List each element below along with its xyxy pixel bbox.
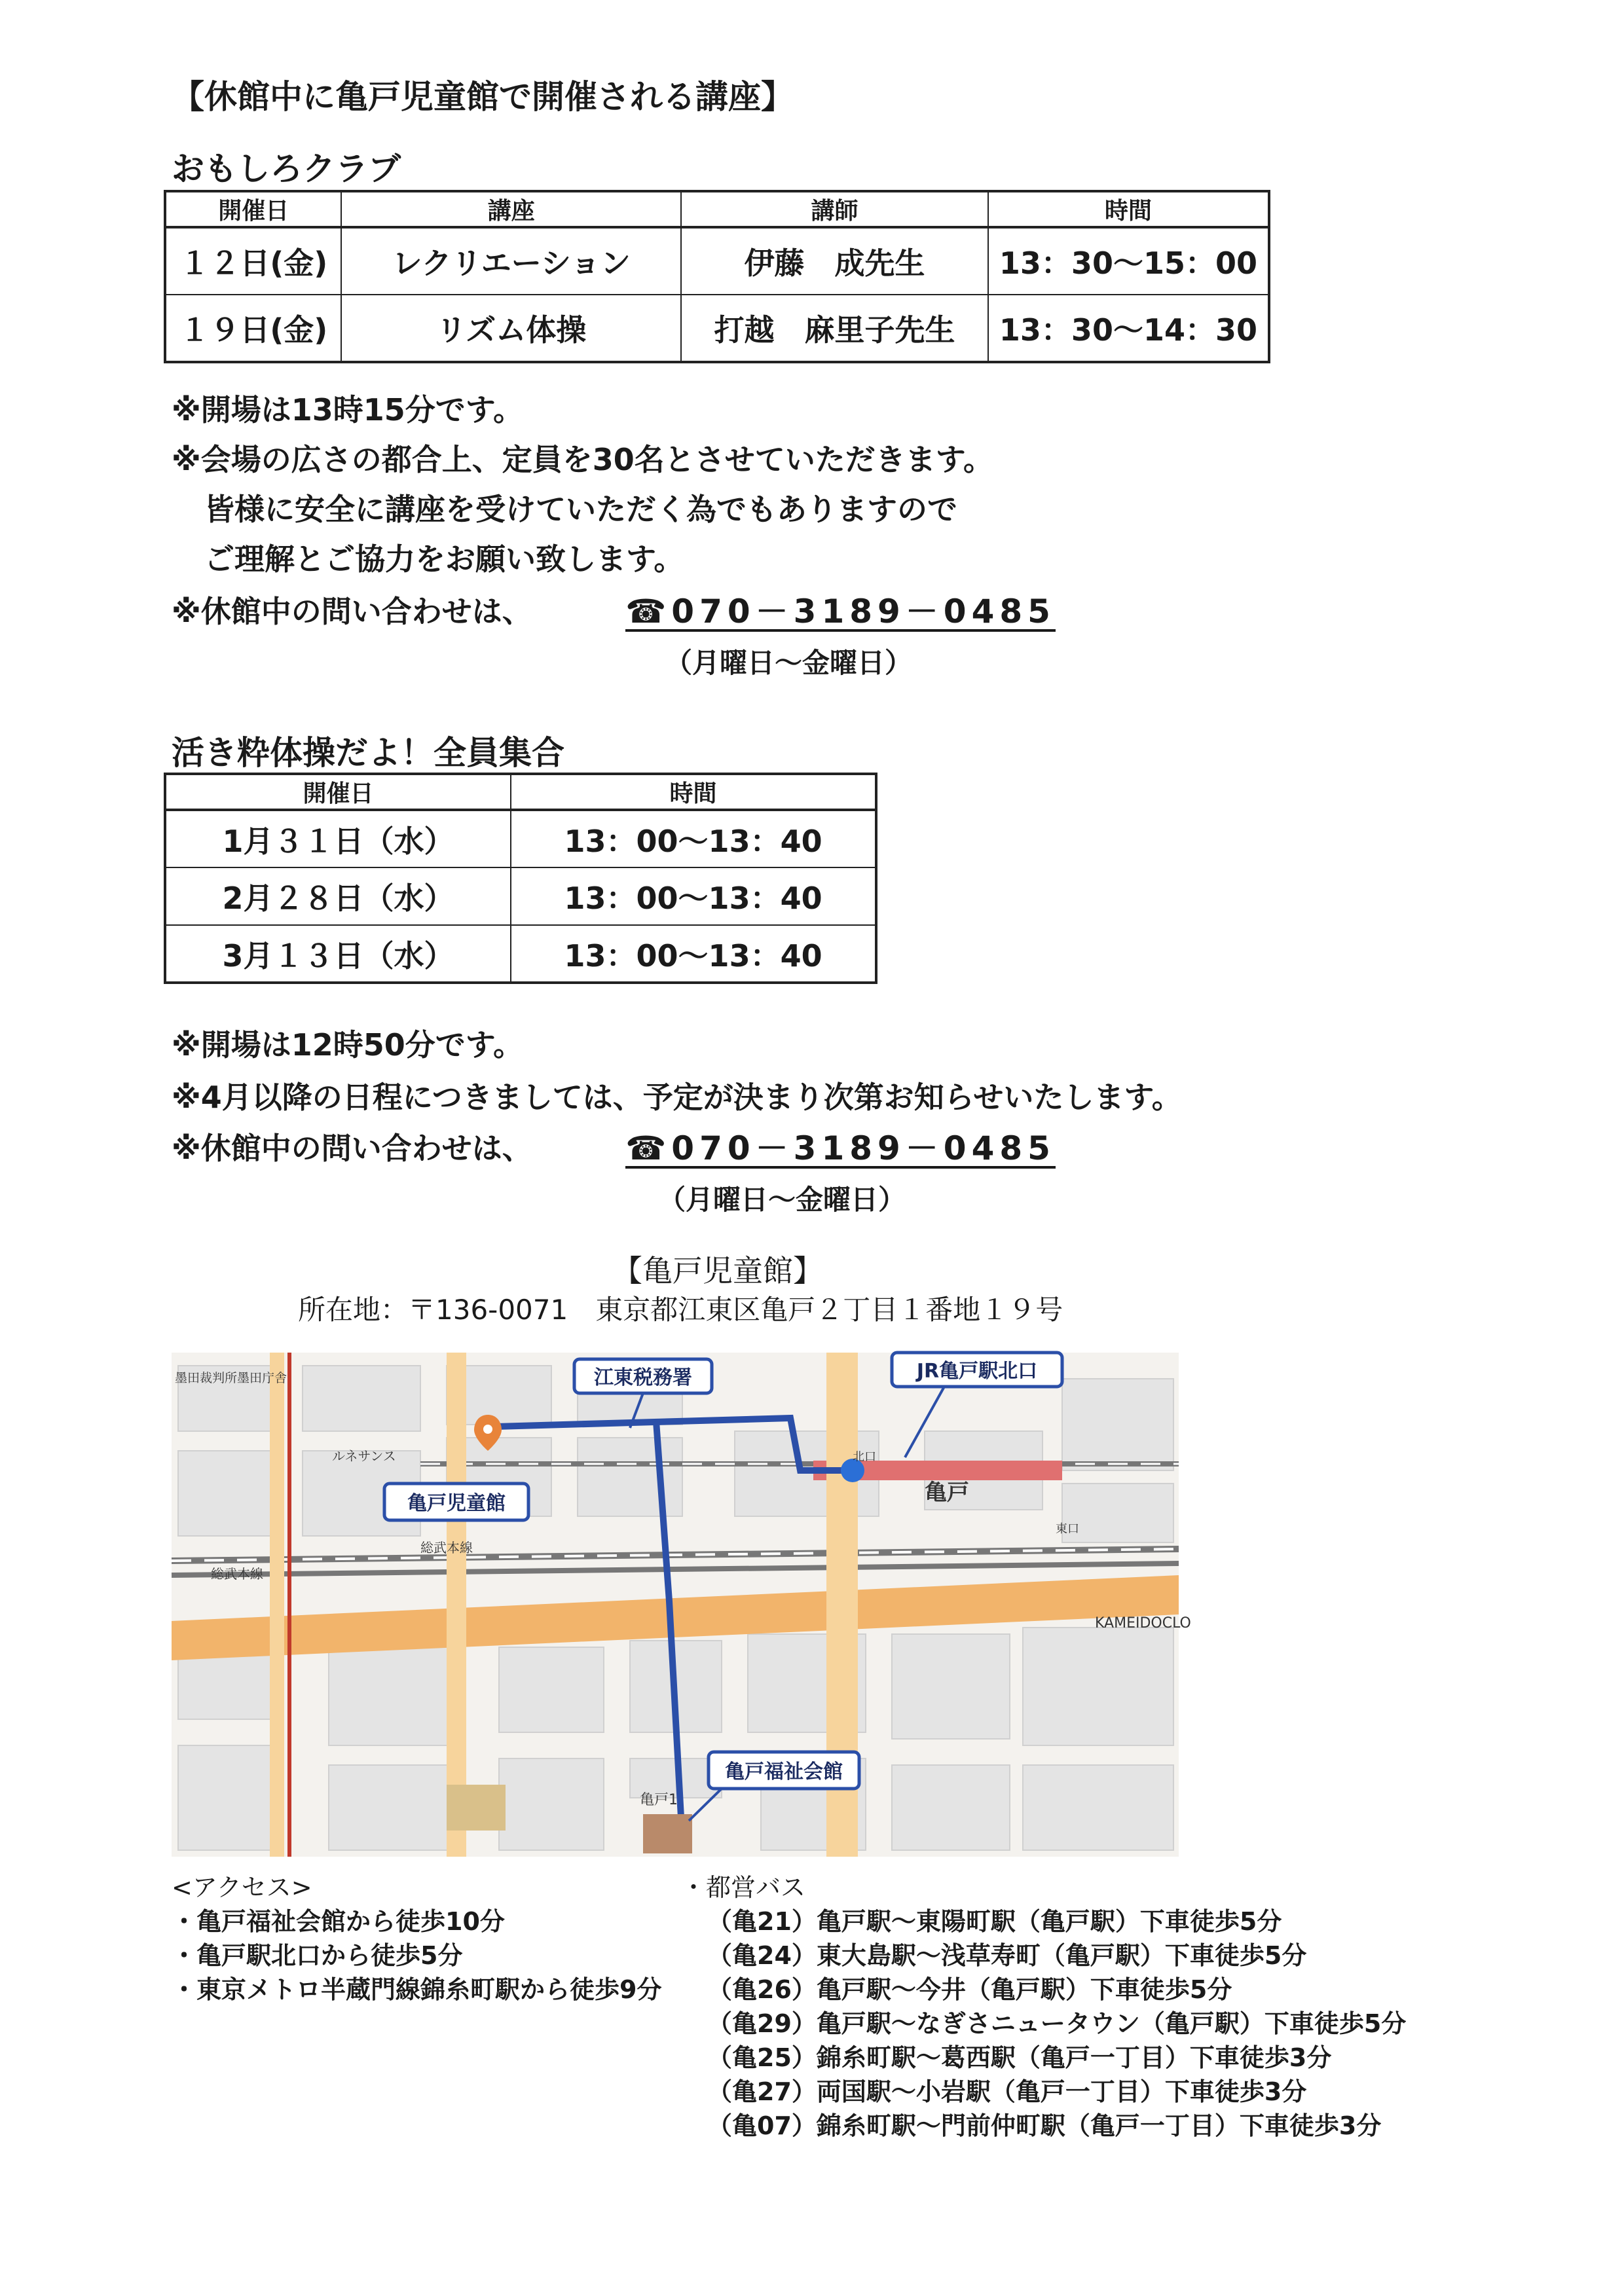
note-line: ※会場の広さの都合上、定員を30名とさせていただきます。 (172, 442, 994, 477)
date-cell: 2月２８日（水） (165, 867, 511, 925)
course-cell: レクリエーション (341, 227, 681, 295)
contact-hours: （月曜日～金曜日） (665, 647, 913, 679)
course-cell: リズム体操 (341, 295, 681, 362)
column-header: 時間 (988, 191, 1269, 227)
time-cell: 13：30～14：30 (988, 295, 1269, 362)
column-header: 開催日 (165, 191, 341, 227)
bus-route: （亀25）錦糸町駅～葛西駅（亀戸一丁目）下車徒歩3分 (707, 2043, 1332, 2072)
contact-label: ※休館中の問い合わせは、 (172, 594, 532, 629)
time-cell: 13：00～13：40 (511, 810, 876, 867)
date-cell: 1月３１日（水） (165, 810, 511, 867)
note-line: ※開場は12時50分です。 (172, 1027, 524, 1063)
access-item: ・東京メトロ半蔵門線錦糸町駅から徒歩9分 (172, 1975, 662, 2004)
svg-text:亀戸1: 亀戸1 (640, 1792, 678, 1808)
callout-jr-north-exit (892, 1353, 1062, 1387)
column-header: 時間 (511, 774, 876, 810)
access-item: ・亀戸駅北口から徒歩5分 (172, 1941, 463, 1970)
svg-text:ルネサンス: ルネサンス (332, 1448, 396, 1464)
note-line: ※開場は13時15分です。 (172, 392, 524, 428)
svg-text:亀戸: 亀戸 (925, 1480, 969, 1506)
column-header: 講師 (681, 191, 988, 227)
bus-route: （亀24）東大島駅～浅草寿町（亀戸駅）下車徒歩5分 (707, 1941, 1307, 1970)
svg-text:北口: 北口 (853, 1450, 876, 1464)
bus-route: （亀07）錦糸町駅～門前仲町駅（亀戸一丁目）下車徒歩3分 (707, 2111, 1382, 2140)
date-cell: １９日(金) (165, 295, 341, 362)
time-cell: 13：00～13：40 (511, 867, 876, 925)
bus-route: （亀29）亀戸駅～なぎさニュータウン（亀戸駅）下車徒歩5分 (707, 2009, 1407, 2038)
svg-text:東口: 東口 (1056, 1522, 1079, 1536)
location-address: 所在地：〒136-0071 東京都江東区亀戸２丁目１番地１９号 (298, 1294, 1063, 1326)
table-header-row (165, 774, 876, 810)
callout-childrens-hall (384, 1484, 528, 1520)
location-name: 【亀戸児童館】 (612, 1253, 823, 1288)
note-line: ご理解とご協力をお願い致します。 (204, 541, 684, 577)
svg-text:総武本線: 総武本線 (420, 1540, 473, 1556)
table-row (165, 295, 1269, 362)
instructor-cell: 打越 麻里子先生 (681, 295, 988, 362)
bus-route: （亀27）両国駅～小岩駅（亀戸一丁目）下車徒歩3分 (707, 2077, 1307, 2106)
bus-title: ・都営バス (681, 1873, 806, 1902)
omoshiro-club-title: おもしろクラブ (172, 150, 401, 188)
svg-text:亀戸児童館: 亀戸児童館 (407, 1492, 506, 1515)
table-row (165, 810, 876, 867)
note-line: ※4月以降の日程につきましては、予定が決まり次第お知らせいたします。 (172, 1080, 1182, 1115)
svg-text:亀戸福祉会館: 亀戸福祉会館 (725, 1760, 843, 1783)
ikiiki-taiso-title: 活き粋体操だよ！全員集合 (172, 734, 564, 772)
access-title: <アクセス> (172, 1873, 312, 1902)
school-building (447, 1785, 506, 1831)
welfare-hall-building (643, 1814, 692, 1853)
callout-welfare-hall (709, 1752, 859, 1789)
table-row (165, 867, 876, 925)
table-row (165, 925, 876, 983)
svg-text:江東税務署: 江東税務署 (594, 1366, 692, 1389)
table-row (165, 227, 1269, 295)
time-cell: 13：00～13：40 (511, 925, 876, 983)
svg-text:墨田裁判所墨田庁舎: 墨田裁判所墨田庁舎 (175, 1371, 287, 1385)
callout-tax-office (574, 1359, 712, 1393)
access-item: ・亀戸福祉会館から徒歩10分 (172, 1907, 505, 1936)
contact-phone: ☎070－3189－0485 (625, 592, 1056, 630)
date-cell: １２日(金) (165, 227, 341, 295)
svg-text:総武本線: 総武本線 (211, 1566, 263, 1582)
contact-hours: （月曜日～金曜日） (658, 1184, 906, 1216)
area-map (172, 1353, 1191, 1857)
bus-route: （亀26）亀戸駅～今井（亀戸駅）下車徒歩5分 (707, 1975, 1232, 2004)
contact-phone: ☎070－3189－0485 (625, 1129, 1056, 1167)
table-header-row (165, 191, 1269, 227)
note-line: 皆様に安全に講座を受けていただく為でもありますので (204, 492, 957, 527)
omoshiro-schedule-table (164, 190, 1270, 363)
column-header: 講座 (341, 191, 681, 227)
svg-text:JR亀戸駅北口: JR亀戸駅北口 (916, 1360, 1038, 1383)
contact-label: ※休館中の問い合わせは、 (172, 1131, 532, 1166)
date-cell: 3月１３日（水） (165, 925, 511, 983)
page-title: 【休館中に亀戸児童館で開催される講座】 (172, 78, 794, 116)
time-cell: 13：30～15：00 (988, 227, 1269, 295)
column-header: 開催日 (165, 774, 511, 810)
bus-route: （亀21）亀戸駅～東陽町駅（亀戸駅）下車徒歩5分 (707, 1907, 1282, 1936)
ikiiki-schedule-table (164, 773, 877, 984)
instructor-cell: 伊藤 成先生 (681, 227, 988, 295)
svg-text:KAMEIDOCLO: KAMEIDOCLO (1095, 1615, 1191, 1631)
